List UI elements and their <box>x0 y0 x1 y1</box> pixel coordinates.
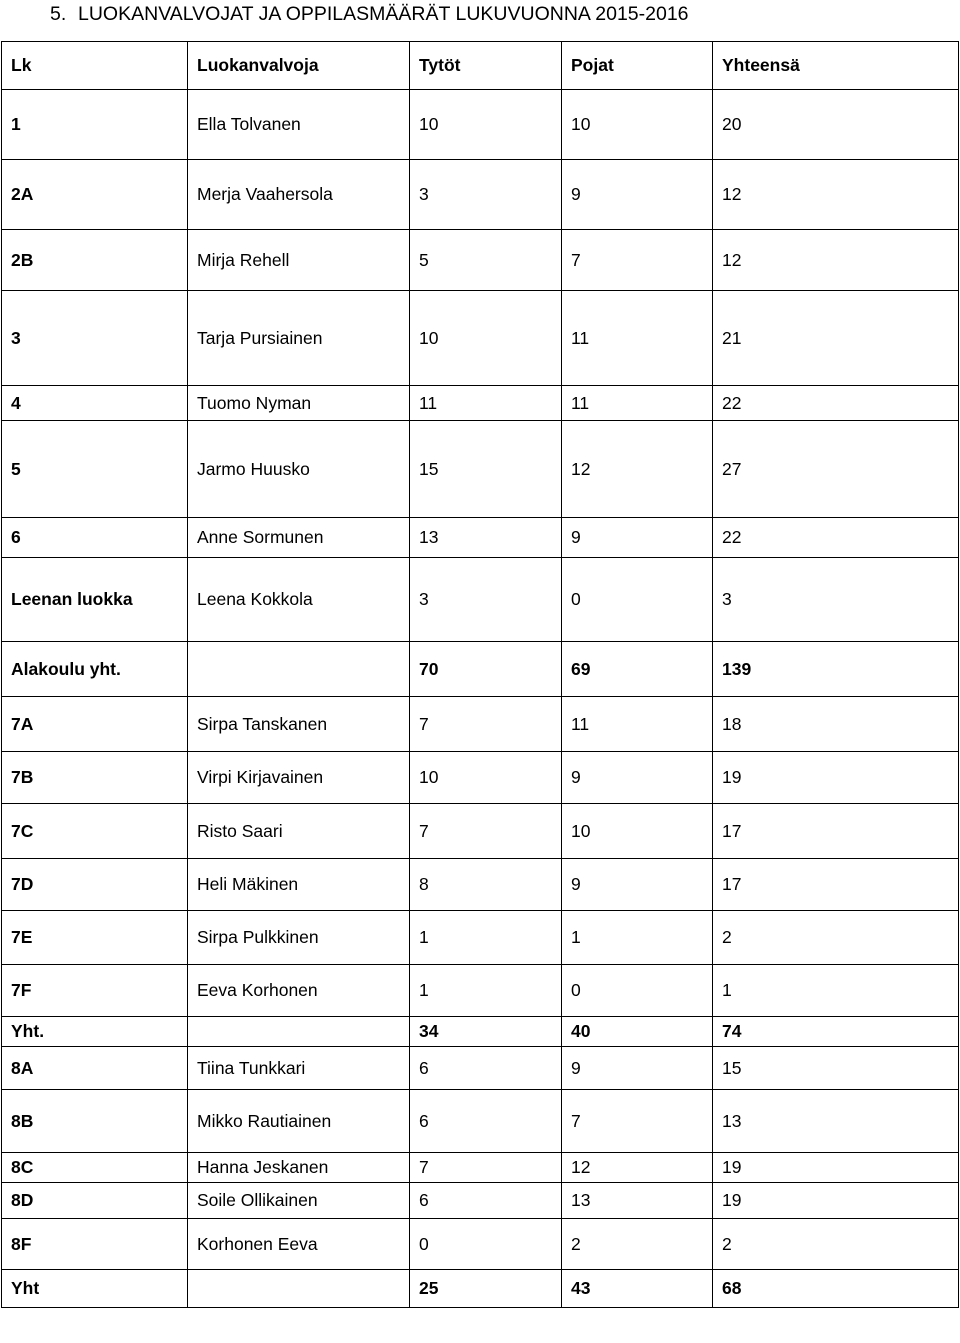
cell-class: Leenan luokka <box>2 558 188 642</box>
cell-total: 19 <box>713 752 959 804</box>
cell-boys: 43 <box>562 1270 713 1308</box>
header-boys: Pojat <box>562 42 713 90</box>
cell-total: 3 <box>713 558 959 642</box>
cell-boys: 40 <box>562 1017 713 1047</box>
cell-girls: 6 <box>410 1183 562 1219</box>
cell-total: 2 <box>713 1219 959 1270</box>
section-number: 5. <box>50 3 67 25</box>
cell-teacher: Virpi Kirjavainen <box>188 752 410 804</box>
cell-class: 8C <box>2 1153 188 1183</box>
cell-total: 17 <box>713 804 959 859</box>
cell-class: 2B <box>2 230 188 291</box>
cell-total: 22 <box>713 518 959 558</box>
cell-class: 8A <box>2 1047 188 1090</box>
cell-boys: 12 <box>562 1153 713 1183</box>
table-row <box>2 160 959 230</box>
cell-teacher <box>188 642 410 697</box>
cell-teacher: Heli Mäkinen <box>188 859 410 911</box>
section-title: LUOKANVALVOJAT JA OPPILASMÄÄRÄT LUKUVUONNA 2015-2016 <box>78 3 689 25</box>
cell-teacher: Eeva Korhonen <box>188 965 410 1017</box>
cell-class: 8D <box>2 1183 188 1219</box>
cell-boys: 1 <box>562 911 713 965</box>
table-row <box>2 697 959 752</box>
cell-girls: 11 <box>410 386 562 421</box>
cell-boys: 9 <box>562 1047 713 1090</box>
cell-total: 2 <box>713 911 959 965</box>
cell-boys: 9 <box>562 518 713 558</box>
table-row <box>2 804 959 859</box>
table-row <box>2 230 959 291</box>
section-heading <box>50 2 689 26</box>
cell-total: 17 <box>713 859 959 911</box>
cell-class: Yht <box>2 1270 188 1308</box>
table-header-row <box>2 42 959 90</box>
table-row <box>2 1183 959 1219</box>
cell-boys: 12 <box>562 421 713 518</box>
cell-girls: 34 <box>410 1017 562 1047</box>
cell-boys: 0 <box>562 965 713 1017</box>
cell-girls: 13 <box>410 518 562 558</box>
table-row <box>2 421 959 518</box>
cell-girls: 10 <box>410 752 562 804</box>
cell-girls: 7 <box>410 804 562 859</box>
cell-boys: 7 <box>562 1090 713 1153</box>
cell-teacher <box>188 1017 410 1047</box>
cell-girls: 7 <box>410 697 562 752</box>
cell-girls: 1 <box>410 965 562 1017</box>
cell-boys: 11 <box>562 386 713 421</box>
cell-teacher: Ella Tolvanen <box>188 90 410 160</box>
cell-girls: 7 <box>410 1153 562 1183</box>
cell-girls: 6 <box>410 1090 562 1153</box>
table-row <box>2 911 959 965</box>
cell-total: 18 <box>713 697 959 752</box>
cell-total: 1 <box>713 965 959 1017</box>
cell-class: 3 <box>2 291 188 386</box>
cell-teacher: Sirpa Tanskanen <box>188 697 410 752</box>
cell-teacher: Tuomo Nyman <box>188 386 410 421</box>
cell-girls: 15 <box>410 421 562 518</box>
table-row <box>2 291 959 386</box>
table-row <box>2 386 959 421</box>
header-girls: Tytöt <box>410 42 562 90</box>
cell-teacher: Mirja Rehell <box>188 230 410 291</box>
cell-boys: 10 <box>562 90 713 160</box>
table-row <box>2 1047 959 1090</box>
cell-girls: 25 <box>410 1270 562 1308</box>
cell-total: 13 <box>713 1090 959 1153</box>
cell-boys: 2 <box>562 1219 713 1270</box>
cell-teacher: Anne Sormunen <box>188 518 410 558</box>
cell-girls: 10 <box>410 90 562 160</box>
cell-girls: 3 <box>410 558 562 642</box>
cell-girls: 10 <box>410 291 562 386</box>
cell-total: 20 <box>713 90 959 160</box>
cell-total: 19 <box>713 1153 959 1183</box>
cell-teacher: Mikko Rautiainen <box>188 1090 410 1153</box>
cell-boys: 0 <box>562 558 713 642</box>
cell-class: 7F <box>2 965 188 1017</box>
cell-teacher: Leena Kokkola <box>188 558 410 642</box>
cell-class: 8F <box>2 1219 188 1270</box>
cell-class: 5 <box>2 421 188 518</box>
cell-total: 12 <box>713 160 959 230</box>
cell-class: 7D <box>2 859 188 911</box>
table-row <box>2 1219 959 1270</box>
cell-girls: 6 <box>410 1047 562 1090</box>
cell-class: 2A <box>2 160 188 230</box>
cell-class: 7B <box>2 752 188 804</box>
cell-girls: 70 <box>410 642 562 697</box>
cell-teacher: Jarmo Huusko <box>188 421 410 518</box>
cell-class: 7C <box>2 804 188 859</box>
cell-boys: 9 <box>562 859 713 911</box>
cell-teacher: Risto Saari <box>188 804 410 859</box>
cell-teacher: Hanna Jeskanen <box>188 1153 410 1183</box>
cell-boys: 11 <box>562 291 713 386</box>
cell-teacher: Merja Vaahersola <box>188 160 410 230</box>
cell-teacher: Soile Ollikainen <box>188 1183 410 1219</box>
cell-total: 21 <box>713 291 959 386</box>
cell-total: 19 <box>713 1183 959 1219</box>
class-table <box>1 41 959 1308</box>
cell-class: Alakoulu yht. <box>2 642 188 697</box>
cell-total: 68 <box>713 1270 959 1308</box>
table-row <box>2 518 959 558</box>
cell-girls: 3 <box>410 160 562 230</box>
table-row <box>2 558 959 642</box>
cell-teacher: Tiina Tunkkari <box>188 1047 410 1090</box>
header-teacher: Luokanvalvoja <box>188 42 410 90</box>
cell-girls: 5 <box>410 230 562 291</box>
cell-boys: 9 <box>562 160 713 230</box>
header-total: Yhteensä <box>713 42 959 90</box>
cell-total: 15 <box>713 1047 959 1090</box>
cell-boys: 11 <box>562 697 713 752</box>
cell-boys: 13 <box>562 1183 713 1219</box>
cell-teacher: Korhonen Eeva <box>188 1219 410 1270</box>
cell-teacher <box>188 1270 410 1308</box>
header-lk: Lk <box>2 42 188 90</box>
cell-boys: 9 <box>562 752 713 804</box>
cell-total: 27 <box>713 421 959 518</box>
table-total-row <box>2 1017 959 1047</box>
cell-total: 74 <box>713 1017 959 1047</box>
cell-girls: 1 <box>410 911 562 965</box>
cell-teacher: Sirpa Pulkkinen <box>188 911 410 965</box>
table-row <box>2 1090 959 1153</box>
table-total-row <box>2 1270 959 1308</box>
cell-boys: 69 <box>562 642 713 697</box>
table-total-row <box>2 642 959 697</box>
cell-class: 4 <box>2 386 188 421</box>
cell-class: 8B <box>2 1090 188 1153</box>
cell-girls: 0 <box>410 1219 562 1270</box>
cell-total: 12 <box>713 230 959 291</box>
cell-teacher: Tarja Pursiainen <box>188 291 410 386</box>
table-row <box>2 90 959 160</box>
cell-class: 1 <box>2 90 188 160</box>
table-row <box>2 965 959 1017</box>
table-row <box>2 1153 959 1183</box>
cell-class: 7A <box>2 697 188 752</box>
cell-total: 22 <box>713 386 959 421</box>
table-row <box>2 859 959 911</box>
cell-class: 6 <box>2 518 188 558</box>
cell-total: 139 <box>713 642 959 697</box>
cell-boys: 10 <box>562 804 713 859</box>
table-row <box>2 752 959 804</box>
cell-class: 7E <box>2 911 188 965</box>
cell-class: Yht. <box>2 1017 188 1047</box>
cell-girls: 8 <box>410 859 562 911</box>
cell-boys: 7 <box>562 230 713 291</box>
